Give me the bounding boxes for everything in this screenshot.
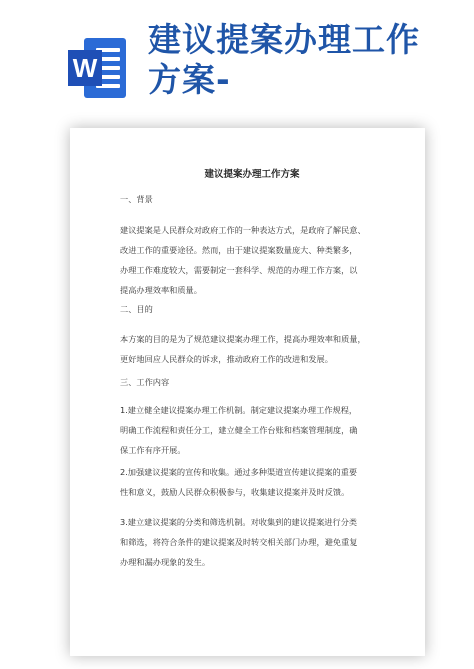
paragraph-line: 办理工作难度较大，需要制定一套科学、规范的办理工作方案，以 (120, 265, 358, 275)
content-item-2 (120, 462, 384, 502)
section-title-background: 一、背景 (120, 194, 153, 204)
paragraph-line: 办理和漏办现象的发生。 (120, 557, 211, 567)
paragraph-line: 1.建立健全建议提案办理工作机制。制定建议提案办理工作规程， (120, 405, 358, 415)
header (0, 0, 474, 110)
content-item-3 (120, 512, 384, 572)
paragraph-line: 性和意义，鼓励人民群众积极参与，收集建议提案并及时反馈。 (120, 487, 350, 497)
word-letter-tile: W (68, 50, 102, 86)
section-purpose-text (120, 329, 384, 369)
section-title-content: 三、工作内容 (120, 377, 170, 387)
document-title-line-2: 方案- (148, 60, 231, 99)
paragraph-line: 3.建立建议提案的分类和筛选机制。对收集到的建议提案进行分类 (120, 517, 358, 527)
document-title (148, 20, 448, 100)
paragraph-line: 保工作有序开展。 (120, 445, 186, 455)
content-item-1 (120, 400, 384, 460)
section-background-text (120, 220, 384, 300)
paragraph-line: 明确工作流程和责任分工，建立健全工作台账和档案管理制度，确 (120, 425, 358, 435)
paragraph-line: 本方案的目的是为了规范建议提案办理工作，提高办理效率和质量， (120, 334, 366, 344)
document-heading: 建议提案办理工作方案 (204, 169, 300, 180)
paragraph-line: 建议提案是人民群众对政府工作的一种表达方式，是政府了解民意、 (120, 225, 366, 235)
paragraph-line: 更好地回应人民群众的诉求，推动政府工作的改进和发展。 (120, 354, 333, 364)
paragraph-line: 提高办理效率和质量。 (120, 285, 202, 295)
paragraph-line: 改进工作的重要途径。然而，由于建议提案数量庞大、种类繁多， (120, 245, 358, 255)
word-document-icon (68, 36, 126, 100)
section-title-purpose: 二、目的 (120, 304, 153, 314)
paragraph-line: 和筛选，将符合条件的建议提案及时转交相关部门办理，避免重复 (120, 537, 358, 547)
document-title-line-1: 建议提案办理工作 (148, 20, 420, 59)
document-page-preview (70, 128, 425, 656)
paragraph-line: 2.加强建议提案的宣传和收集。通过多种渠道宣传建议提案的重要 (120, 467, 358, 477)
